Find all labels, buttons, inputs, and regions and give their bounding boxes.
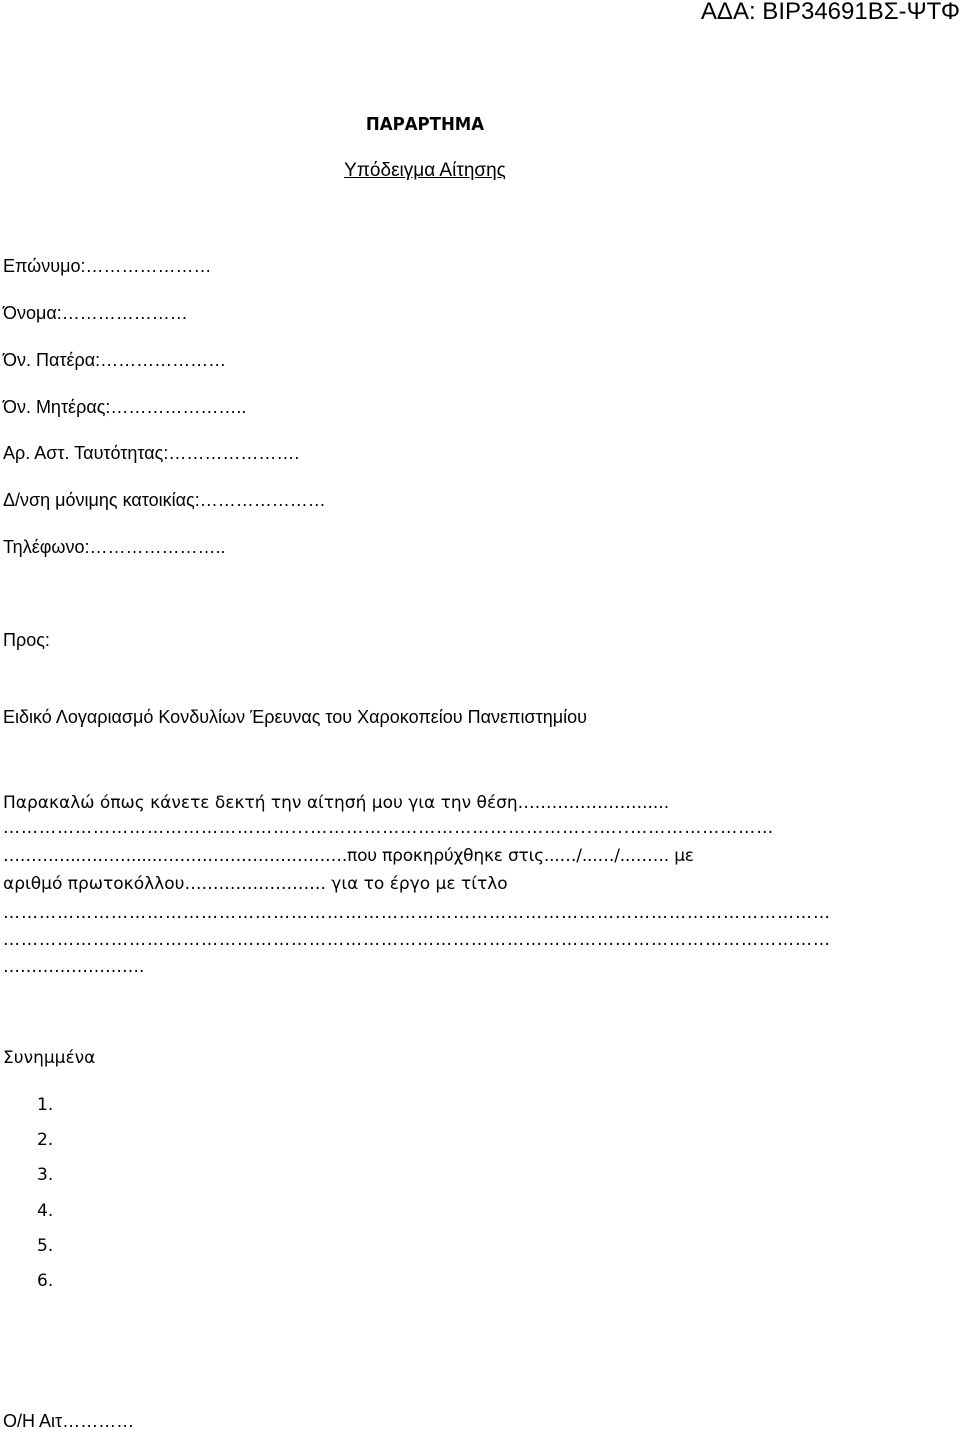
body-line-3: …………..……….....…………………………….που προκηρύχθηκε στις...…/...…/..……. με [3,846,694,866]
address-field: Δ/νση μόνιμης κατοικίας:………………… [3,490,326,510]
attachment-item: 2. [37,1130,54,1150]
phone-field: Τηλέφωνο:………………….. [3,537,226,557]
signature-line: Ο/Η Αιτ………… [3,1411,135,1431]
attachment-item: 1. [37,1095,54,1115]
body-line-4: αριθμό πρωτοκόλλου……………………. για το έργο με τίτλο [3,874,508,894]
recipient-line: Ειδικό Λογαριασμό Κονδυλίων Έρευνας του Χαροκοπείου Πανεπιστημίου [3,707,587,727]
body-line-1: Παρακαλώ όπως κάνετε δεκτή την αίτησή μου για την θέση…………………...... [3,793,670,813]
body-line-6: ………………………………………………………………………………………………………………………… [3,930,831,950]
attachment-item: 6. [37,1271,54,1291]
attachment-item: 5. [37,1236,54,1256]
id-number-field: Αρ. Αστ. Ταυτότητας:…………………. [3,443,300,463]
attachments-label: Συνημμένα [3,1048,96,1068]
ada-code: ΑΔΑ: ΒΙΡ34691ΒΣ-ΨΤΦ [700,0,960,25]
attachment-item: 4. [37,1201,54,1221]
document-subtitle: Υπόδειγμα Αίτησης [344,160,506,181]
attachment-item: 3. [37,1165,54,1185]
mother-name-field: Όν. Μητέρας:………………….. [3,397,247,417]
body-line-2: …………………………………………...………………………………………...…..…………………… [3,818,775,838]
surname-field: Επώνυμο:………………… [3,256,212,276]
body-line-5: ………………………………………………………………………………………………………………………… [3,903,831,923]
first-name-field: Όνομα:………………… [3,303,188,323]
body-line-7: ……………………. [3,957,145,977]
document-title: ΠΑΡΑΡΤΗΜΑ [365,114,485,135]
to-label: Προς: [3,630,50,650]
father-name-field: Όν. Πατέρα:………………… [3,350,227,370]
